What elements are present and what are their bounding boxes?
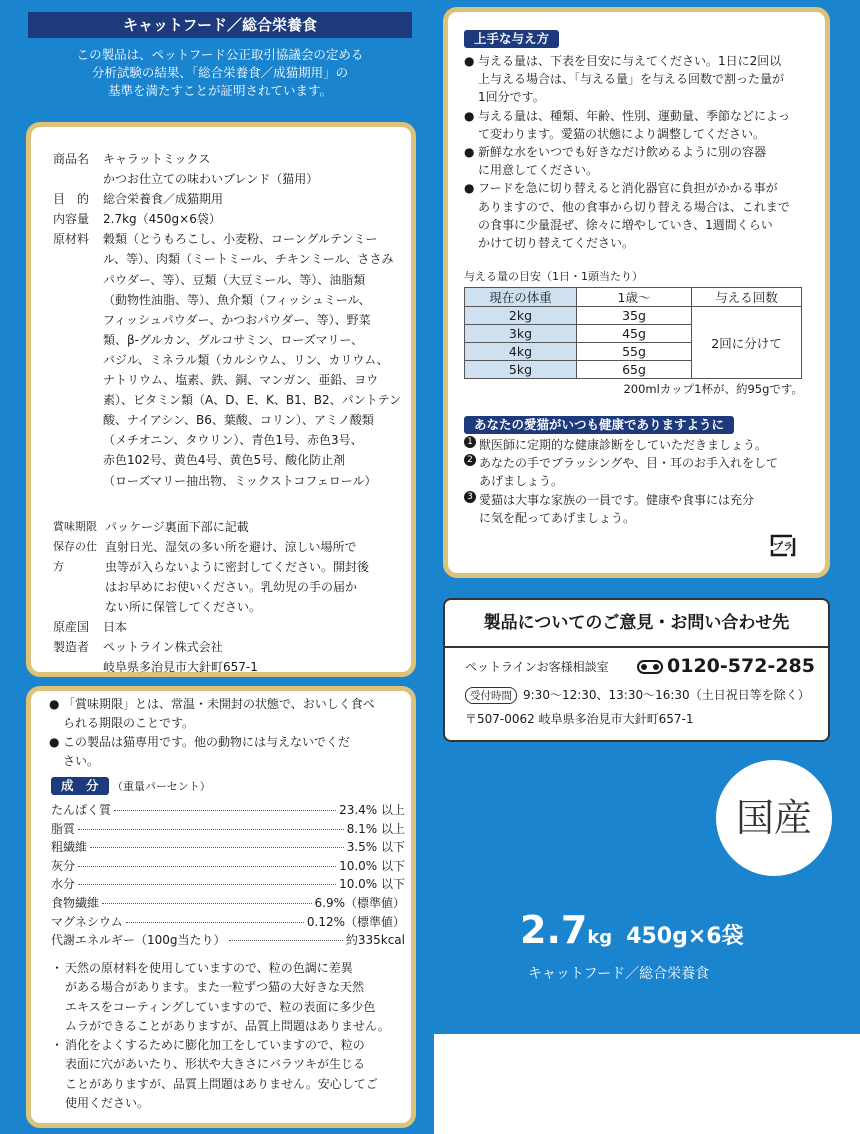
- number-badge: 3: [464, 491, 476, 503]
- number-badge: 1: [464, 436, 476, 448]
- feeding-instructions: [464, 52, 812, 252]
- white-corner: [434, 1034, 860, 1134]
- feeding-line: 与える量は、種類、年齢、性別、運動量、季節などによっ: [478, 108, 791, 123]
- nutrient-name: マグネシウム: [51, 914, 123, 929]
- feeding-line: て変わります。愛猫の状態により調整してください。: [478, 126, 766, 141]
- dot-leader: [78, 884, 336, 885]
- category-band: キャットフード／総合栄養食: [28, 12, 412, 38]
- composition-row: [51, 838, 405, 857]
- dot-leader: [78, 829, 344, 830]
- spec-row-expiry: 賞味期限 パッケージ裏面下部に記載: [53, 519, 249, 534]
- spec-card: [26, 122, 416, 677]
- spec-row-origin: 原産国 日本: [53, 620, 128, 635]
- health-list: 1 獣医師に定期的な健康診断をしていただきましょう。 2 あなたの手でブラッシングや、目・耳のお手入れをして あげましょう。 3 愛猫は大事な家族の一員です。健康や食事には充分 に気を配ってあげましょう。: [464, 436, 812, 527]
- recycle-mark-icon: [766, 527, 800, 561]
- health-heading: あなたの愛猫がいつも健康でありますように: [464, 414, 734, 434]
- spec-row-storage: 保存の仕方 直射日光、湿気の多い所を避け、涼しい場所で 虫等が入らないように密封してください。開封後 はお早めにお使いください。乳幼児の手の届か ない所に保管してください。: [53, 539, 370, 614]
- table-header: 与える回数: [692, 288, 802, 307]
- nutrient-name: 代謝エネルギー（100g当たり）: [51, 933, 226, 948]
- feeding-line: 上与える場合は、「与える量」を与える回数で割った量が: [478, 72, 785, 87]
- feeding-heading: 上手な与え方: [464, 28, 559, 48]
- ingredient-line: （動物性油脂、等）、魚介類（フィッシュミール、: [103, 292, 371, 307]
- feeding-line: かけて切り替えてください。: [478, 236, 635, 251]
- dot-leader: [114, 810, 336, 811]
- dot-leader: [126, 922, 304, 923]
- table-cell: 65g: [577, 361, 692, 379]
- nutrient-name: 食物繊維: [51, 895, 100, 910]
- bullet-icon: ●: [464, 108, 475, 123]
- ingredient-line: 類、β-グルカン、グルコサミン、ローズマリー、: [103, 332, 364, 347]
- composition-row: [51, 894, 405, 913]
- feeding-line: 新鮮な水をいつでも好きなだけ飲めるように別の容器: [478, 145, 767, 160]
- composition-row: [51, 801, 405, 820]
- ingredient-line: （メチオニン、タウリン）、青色1号、赤色3号、: [103, 433, 363, 448]
- spec-row-purpose: 目 的 総合栄養食／成猫期用: [53, 192, 224, 207]
- ingredient-line: 赤色102号、黄色4号、黄色5号、酸化防止剤: [103, 453, 346, 468]
- dot-leader: [78, 866, 336, 867]
- composition-row: [51, 857, 405, 876]
- table-cell: 35g: [577, 307, 692, 325]
- feeding-card: [443, 7, 830, 578]
- feeding-item: [464, 143, 812, 179]
- feeding-item: [464, 52, 812, 107]
- nutrient-name: 脂質: [51, 821, 76, 836]
- nutrient-value: 8.1% 以上: [346, 821, 405, 836]
- certification-intro: この製品は、ペットフード公正取引協議会の定める 分析試験の結果、「総合栄養食／成猫期用」の 基準を満たすことが証明されています。: [76, 47, 364, 98]
- domestic-badge: 国産: [716, 760, 832, 876]
- table-cell: 4kg: [465, 343, 577, 361]
- bullet-icon: ●: [464, 54, 475, 68]
- feeding-item: [464, 107, 812, 143]
- ingredient-line: 穀類（とうもろこし、小麦粉、コーングルテンミー: [103, 232, 378, 247]
- ingredient-line: ナトリウム、塩素、鉄、銅、マンガン、亜鉛、ヨウ: [103, 373, 379, 388]
- feeding-line: の食事に少量混ぜ、徐々に増やしていき、1週間くらい: [478, 217, 773, 232]
- feeding-table: [464, 287, 802, 379]
- table-cell: 55g: [577, 343, 692, 361]
- table-cell: 5kg: [465, 361, 577, 379]
- composition-notes: ・ 天然の原材料を使用していますので、粒の色調に差異 がある場合があります。また一粒ずつ猫の大好きな天然 エキスをコーティングしていますので、粒の表面に多少色 ムラができることがありますが、品質上問題はありません。 ・ 消化をよくするために膨化加工をしていますので、粒の 表面に穴があいたり、形状や大きさにバラツキが生じる ことがありますが、品質上問題はありません。安心してご 使用ください。: [51, 961, 390, 1111]
- table-header: 現在の体重: [465, 288, 577, 307]
- composition-heading: 成 分 （重量パーセント）: [51, 777, 406, 795]
- nutrient-name: 粗繊維: [51, 840, 88, 855]
- table-cell: 45g: [577, 325, 692, 343]
- composition-row: [51, 913, 405, 932]
- ingredient-line: 素）、ビタミン類（A、D、E、K、B1、B2、パントテン: [103, 393, 402, 408]
- nutrient-value: 23.4% 以上: [339, 803, 405, 817]
- feeding-line: フードを急に切り替えると消化器官に負担がかかる事が: [478, 181, 778, 196]
- ingredient-line: フィッシュパウダー、かつおパウダー、等）、野菜: [103, 312, 371, 327]
- contact-phone[interactable]: 0120-572-285: [637, 655, 815, 677]
- contact-hours: 受付時間 9:30～12:30、13:30～16:30（土日祝日等を除く）: [465, 686, 810, 704]
- table-cell: 2kg: [465, 307, 577, 325]
- ingredient-line: パウダー、等）、豆類（大豆ミール、等）、油脂類: [103, 272, 366, 287]
- ingredient-line: ル、等）、肉類（ミートミール、チキンミール、ささみ: [103, 252, 394, 267]
- feeding-line: ありますので、他の食事から切り替える場合は、これまで: [478, 199, 790, 214]
- nutrient-name: 灰分: [51, 858, 76, 873]
- table-cell: 3kg: [465, 325, 577, 343]
- contact-name: ペットラインお客様相談室: [465, 660, 609, 674]
- composition-list: [51, 801, 405, 950]
- nutrient-value: 0.12%（標準値）: [306, 914, 405, 929]
- cup-note: 200mlカップ1杯が、約95gです。: [623, 382, 803, 396]
- spec-row-maker: 製造者 ペットライン株式会社 岐阜県多治見市大針町657-1: [53, 640, 258, 675]
- spec-row-name: 商品名 キャラットミックス かつお仕立ての味わいブレンド（猫用）: [53, 152, 319, 187]
- spec-row-ingredients: 原材料 穀類（とうもろこし、小麦粉、コーングルテンミー ル、等）、肉類（ミートミール、チキンミール、ささみ パウダー、等）、豆類（大豆ミール、等）、油脂類 （動物性油脂、等）、魚介類（フィッシュミール、 フィッシュパウダー、かつおパウダー、等）、野菜 類、β-グルカン、グルコサミン、ローズマリー、 バジル、ミネラル類（カルシウム、リン、カリウム、 ナトリウム、塩素、鉄、銅、マンガン、亜鉛、ヨウ 素）、ビタミン類（A、D、E、K、B1、B2、パントテン 酸、ナイアシン、B6、葉酸、コリン）、アミノ酸類 （メチオニン、タウリン）、青色1号、赤色3号、 赤色102号、黄色4号、黄色5号、酸化防止剤 （ローズマリー抽出物、ミックストコフェロール）: [53, 229, 403, 490]
- table-cell: 2回に分けて: [692, 307, 802, 379]
- feeding-item: [464, 179, 812, 252]
- nutrient-value: 10.0% 以下: [339, 877, 405, 892]
- feeding-line: 1回分です。: [478, 90, 545, 105]
- ingredient-line: 酸、ナイアシン、B6、葉酸、コリン）、アミノ酸類: [103, 413, 374, 428]
- package-size: 2.7kg 450g×6袋: [520, 908, 744, 952]
- composition-row: [51, 820, 405, 839]
- spec-table: [53, 149, 403, 677]
- tagline: キャットフード／総合栄養食: [528, 966, 710, 982]
- composition-row: [51, 875, 405, 894]
- table-header: 1歳～: [577, 288, 692, 307]
- usage-notes: ● 「賞味期限」とは、常温・未開封の状態で、おいしく食べ られる期限のことです。 ● この製品は猫専用です。他の動物には与えないでくだ さい。: [49, 697, 375, 768]
- dot-leader: [102, 903, 311, 904]
- nutrient-name: 水分: [51, 877, 76, 892]
- nutrient-value: 10.0% 以下: [339, 858, 405, 873]
- svg-text:プラ: プラ: [773, 542, 793, 553]
- ingredient-line: バジル、ミネラル類（カルシウム、リン、カリウム、: [103, 352, 389, 367]
- contact-address: 〒507-0062 岐阜県多治見市大針町657-1: [465, 712, 694, 726]
- nutrient-value: 6.9%（標準値）: [314, 895, 405, 910]
- number-badge: 2: [464, 454, 476, 466]
- contact-card: [443, 598, 830, 742]
- dot-leader: [90, 847, 344, 848]
- free-dial-icon: [637, 660, 663, 674]
- contact-title: 製品についてのご意見・お問い合わせ先: [445, 600, 828, 648]
- spec-row-content: 内容量 2.7kg（450g×6袋）: [53, 212, 221, 227]
- composition-card: [26, 686, 416, 1128]
- composition-row: [51, 931, 405, 950]
- bullet-icon: ●: [464, 181, 475, 196]
- nutrient-value: 3.5% 以下: [346, 840, 405, 855]
- feeding-line: 与える量は、下表を目安に与えてください。1日に2回以: [478, 54, 782, 68]
- bullet-icon: ●: [464, 145, 475, 160]
- feeding-line: に用意してください。: [478, 163, 599, 178]
- ingredient-line: （ローズマリー抽出物、ミックストコフェロール）: [103, 473, 377, 488]
- dot-leader: [229, 940, 343, 941]
- nutrient-value: 約335kcal: [345, 933, 405, 948]
- nutrient-name: たんぱく質: [51, 803, 112, 817]
- feeding-table-title: 与える量の目安（1日・1頭当たり）: [464, 270, 643, 283]
